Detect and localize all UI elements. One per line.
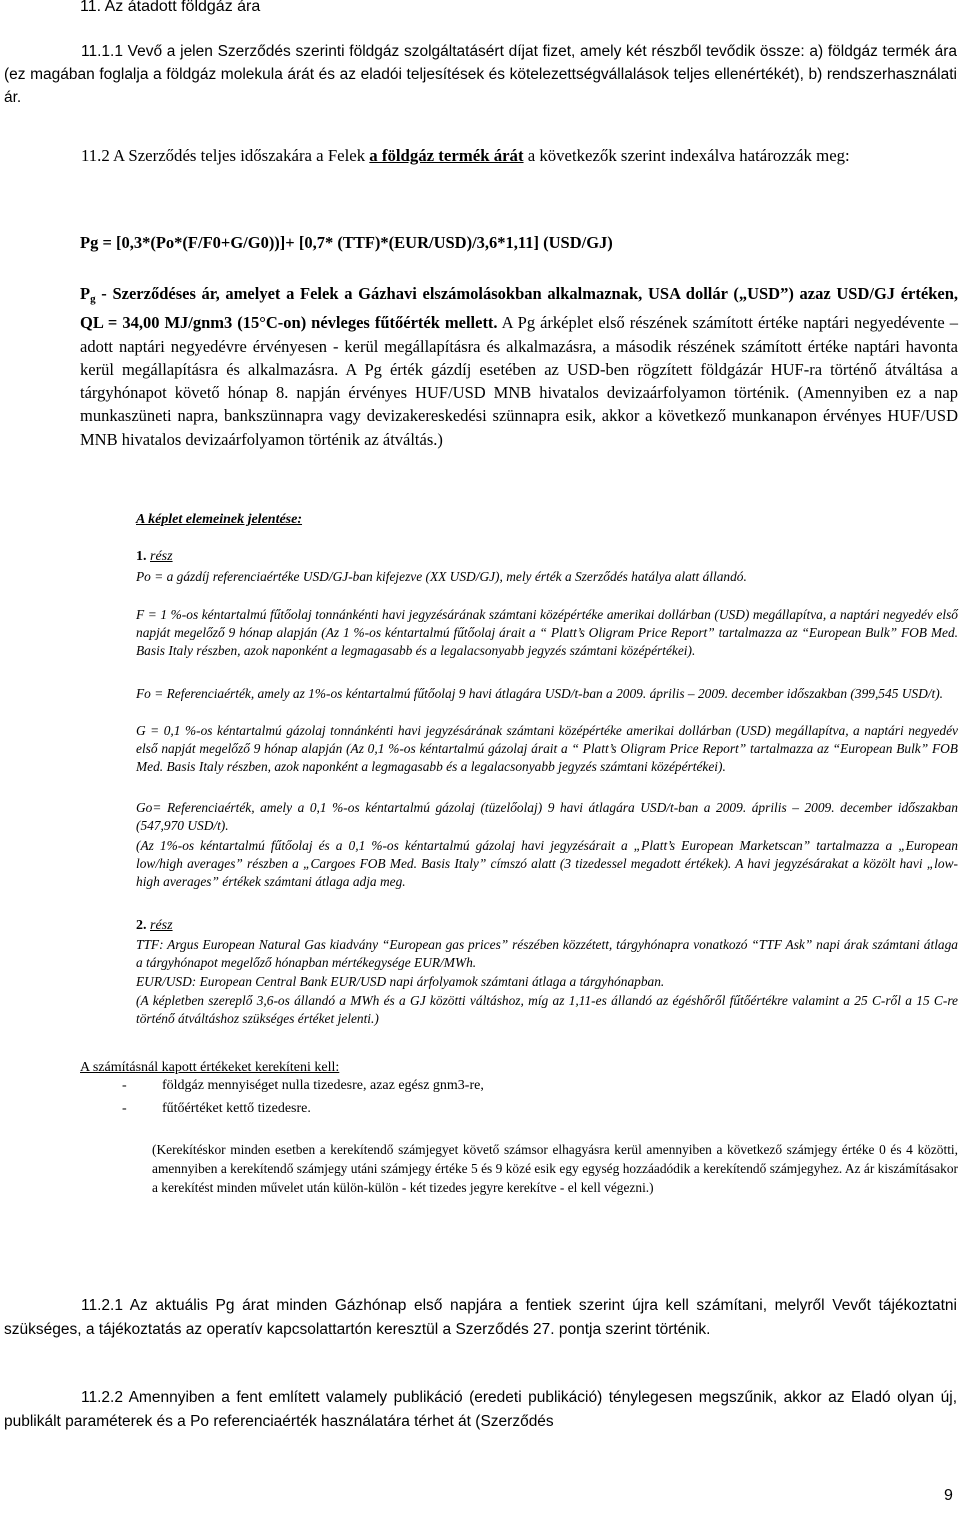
bullet-dash: - [122,1078,127,1093]
paragraph-11-2-1: 11.2.1 Az aktuális Pg árat minden Gázhónap első napjára a fentiek szerint újra kell számítani, melyről Vevőt tájékoztatni szükséges, a tájékoztatás az operatív kapcsolattartón keresztül a Szerződés 27. pontja szerint történik. [4,1297,957,1338]
section-heading: 11. Az átadott földgáz ára [80,0,261,15]
ttf-definition: TTF: Argus European Natural Gas kiadvány “European gas prices” részében közzétett, tárgyhónapra vonatkozó “TTF Ask” napi árak számtani átlaga a tárgyhónapot megelőző hónapban mértékegysége EUR/MWh. [136,937,958,971]
paragraph-11-2-intro: 11.2 A Szerződés teljes időszakára a Felek [81,146,370,165]
paragraph-11-2-emphasis: a földgáz termék árát [369,146,524,165]
part2-note: (A képletben szereplő 3,6-os állandó a MWh és a GJ közötti váltáshoz, míg az 1,11-es állandó az égéshőről fűtőértékre valamint a 25 C-ről a 15 C-re történő átváltáshoz szükséges értéket jelenti.) [136,993,958,1027]
part2-word: rész [150,918,173,933]
part2-number: 2. [136,918,150,933]
part1-note: (Az 1%-os kéntartalmú fűtőolaj és a 0,1 %-os kéntartalmú gázolaj havi jegyzésárait a „Platt’s European Marketscan” tartalmazza a „European low/high averages” részben a „Cargoes FOB Med. Basis Italy” címszó alatt (3 tizedessel megadott értékek). A havi jegyzésárakat a közölt havi „low-high averages” értékek számtani átlaga adja meg. [136,838,958,890]
rounding-title: A számításnál kapott értékeket kerekíteni kell: [80,1060,340,1075]
page-number: 9 [944,1487,953,1504]
pg-symbol: P [80,284,91,303]
pg-definition [80,282,958,451]
pg-subscript: g [90,293,96,305]
po-definition: Po = a gázdíj referenciaértéke USD/GJ-ban kifejezve (XX USD/GJ), mely érték a Szerződés hatálya alatt állandó. [136,569,747,584]
rounding-note: (Kerekítéskor minden esetben a kerekítendő számjegyet követő számsor elhagyásra kerül amennyiben a következő számjegy értéke 0 és 4 közötti, amennyiben a kerekítendő számjegy utáni számjegy értéke 5 és 9 közé esik egy egység hozzáadódik a kerekítendő számjegyhez. Az ár kiszámításakor a kerekítést minden művelet után külön-külön - két tizedes jegyre kerekítve - el kell végezni.) [152,1142,958,1196]
g-definition: G = 0,1 %-os kéntartalmú gázolaj tonnánkénti havi jegyzésárának számtani középértéke amerikai dollárban (USD) megállapítva, a naptári negyedév első napját megelőző 9 hónap alapján (Az 0,1 %-os kéntartalmú gázolaj árait a “ Platt’s Oligram Price Report” tartalmazza az “European Bulk” FOB Med. Basis Italy részben, azok naponként a legmagasabb és a legalacsonyabb jegyzés számtani középértékei). [136,723,958,775]
pg-definition-bold: - Szerződéses ár, amelyet a Felek a Gázhavi elszámolásokban alkalmaznak, USA dollár („USD”) azaz USD/GJ értéken, QL = 34,00 MJ/gnm3 (15°C-on) névleges fűtőérték mellett. [80,284,958,333]
part2-label [136,917,173,935]
paragraph-11-2 [4,144,957,167]
paragraph-11-2-rest: a következők szerint indexálva határozzák meg: [523,146,850,165]
eurusd-definition: EUR/USD: European Central Bank EUR/USD napi árfolyamok számtani átlaga a tárgyhónapban. [136,974,665,989]
elements-title: A képlet elemeinek jelentése: [136,512,303,527]
f-definition: F = 1 %-os kéntartalmú fűtőolaj tonnánkénti havi jegyzésárának számtani középértéke amerikai dollárban (USD) megállapítva, a naptári negyedév első napját megelőző 9 hónap alapján (Az 1 %-os kéntartalmú fűtőolaj árait a “ Platt’s Oligram Price Report” tartalmazza az “European Bulk” FOB Med. Basis Italy részben, azok naponként a legmagasabb és a legalacsonyabb jegyzés számtani középértékei). [136,607,958,659]
paragraph-11-2-2: 11.2.2 Amennyiben a fent említett valamely publikáció (eredeti publikáció) ténylegesen megszűnik, akkor az Eladó olyan új, publikált paraméterek és a Po referenciaérték használatára térhet át (Szerződés [4,1389,957,1430]
fo-definition: Fo = Referenciaérték, amely az 1%-os kéntartalmú fűtőolaj 9 havi átlagára USD/t-ban a 2009. április – 2009. december időszakban (399,545 USD/t). [136,686,944,701]
go-definition: Go= Referenciaérték, amely a 0,1 %-os kéntartalmú gázolaj (tüzelőolaj) 9 havi átlagára USD/t-ban a 2009. április – 2009. december időszakban (547,970 USD/t). [136,800,958,834]
part1-number: 1. [136,549,150,564]
rounding-item: fűtőértéket kettő tizedesre. [162,1101,311,1116]
price-formula: Pg = [0,3*(Po*(F/F0+G/G0))]+ [0,7* (TTF)*(EUR/USD)/3,6*1,11] (USD/GJ) [80,233,613,252]
pg-definition-text: A Pg árképlet első részének számított értéke naptári negyedévente – adott naptári negyedévre érvényesen - kerül megállapításra és alkalmazásra, a második részének számított értéke naptári havonta kerül megállapításra és alkalmazásra. A Pg érték gázdíj esetében az USD-ben rögzített földgázár HUF-ra történő átváltása a tárgyhónapot követő hónap 8. napján érvényes HUF/USD MNB hivatalos devizaárfolyamon történik. (Amennyiben ez a nap munkaszüneti napra, bankszünnapra vagy devizakereskedési szünnapra esik, akkor a következő munkanapon érvényes HUF/USD MNB hivatalos devizaárfolyamon történik az átváltás.) [80,313,959,449]
rounding-item: földgáz mennyiséget nulla tizedesre, azaz egész gnm3-re, [162,1078,484,1093]
paragraph-11-1-1: 11.1.1 Vevő a jelen Szerződés szerinti földgáz szolgáltatásért díjat fizet, amely két részből tevődik össze: a) földgáz termék ára (ez magában foglalja a földgáz molekula árát és az eladói teljesítések és kötelezettségvállalások teljes ellenértékét), b) rendszerhasználati ár. [4,43,957,106]
part1-label [136,548,173,566]
part1-word: rész [150,549,173,564]
bullet-dash: - [122,1101,127,1116]
